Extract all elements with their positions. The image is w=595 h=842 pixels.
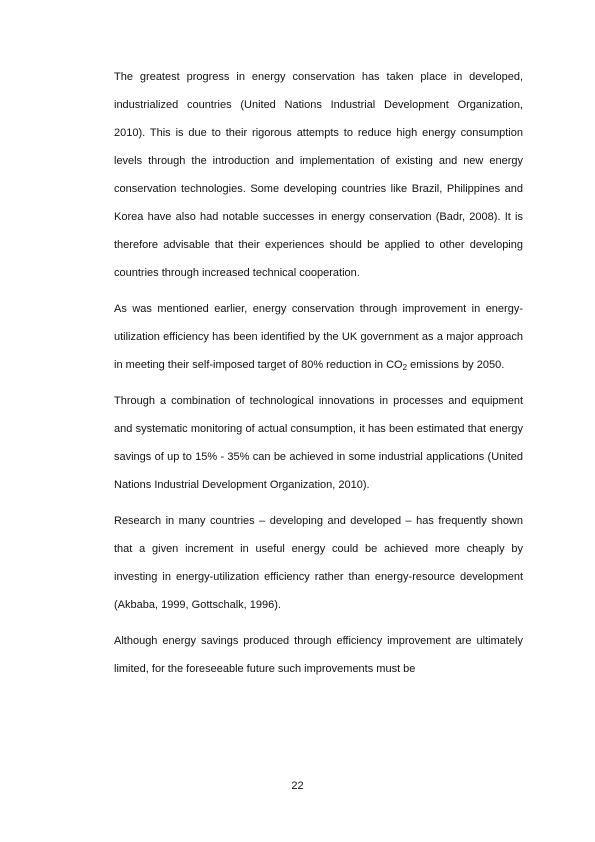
paragraph-text-before-subscript: As was mentioned earlier, energy conservation through improvement in energy-utilization efficiency has been identified by the UK government as a major approach in meeting their self-imposed target of 80% reduction in CO bbox=[114, 303, 523, 371]
page-number: 22 bbox=[291, 780, 304, 792]
paragraph-research-findings: Research in many countries – developing and developed – has frequently shown that a given increment in useful energy could be achieved more cheaply by investing in energy-utilization efficiency rather than energy-resource development (Akbaba, 1999, Gottschalk, 1996). bbox=[114, 515, 523, 611]
paragraph-uk-co2-target bbox=[114, 295, 523, 379]
paragraph-energy-savings-estimate: Through a combination of technological innovations in processes and equipment and systematic monitoring of actual consumption, it has been estimated that energy savings of up to 15% - 35% can be achieved in some industrial applications (United Nations Industrial Development Organization, 2010). bbox=[114, 395, 523, 491]
paragraph-efficiency-limits: Although energy savings produced through efficiency improvement are ultimately limited, for the foreseeable future such improvements must be bbox=[114, 635, 523, 675]
paragraph-text-after-subscript: emissions by 2050. bbox=[407, 359, 505, 371]
paragraph-conservation-progress: The greatest progress in energy conservation has taken place in developed, industrialized countries (United Nations Industrial Development Organization, 2010). This is due to their rigorous attempts to reduce high energy consumption levels through the introduction and implementation of existing and new energy conservation technologies. Some developing countries like Brazil, Philippines and Korea have also had notable successes in energy conservation (Badr, 2008). It is therefore advisable that their experiences should be applied to other developing countries through increased technical cooperation. bbox=[114, 71, 523, 279]
co2-subscript: 2 bbox=[402, 363, 408, 372]
